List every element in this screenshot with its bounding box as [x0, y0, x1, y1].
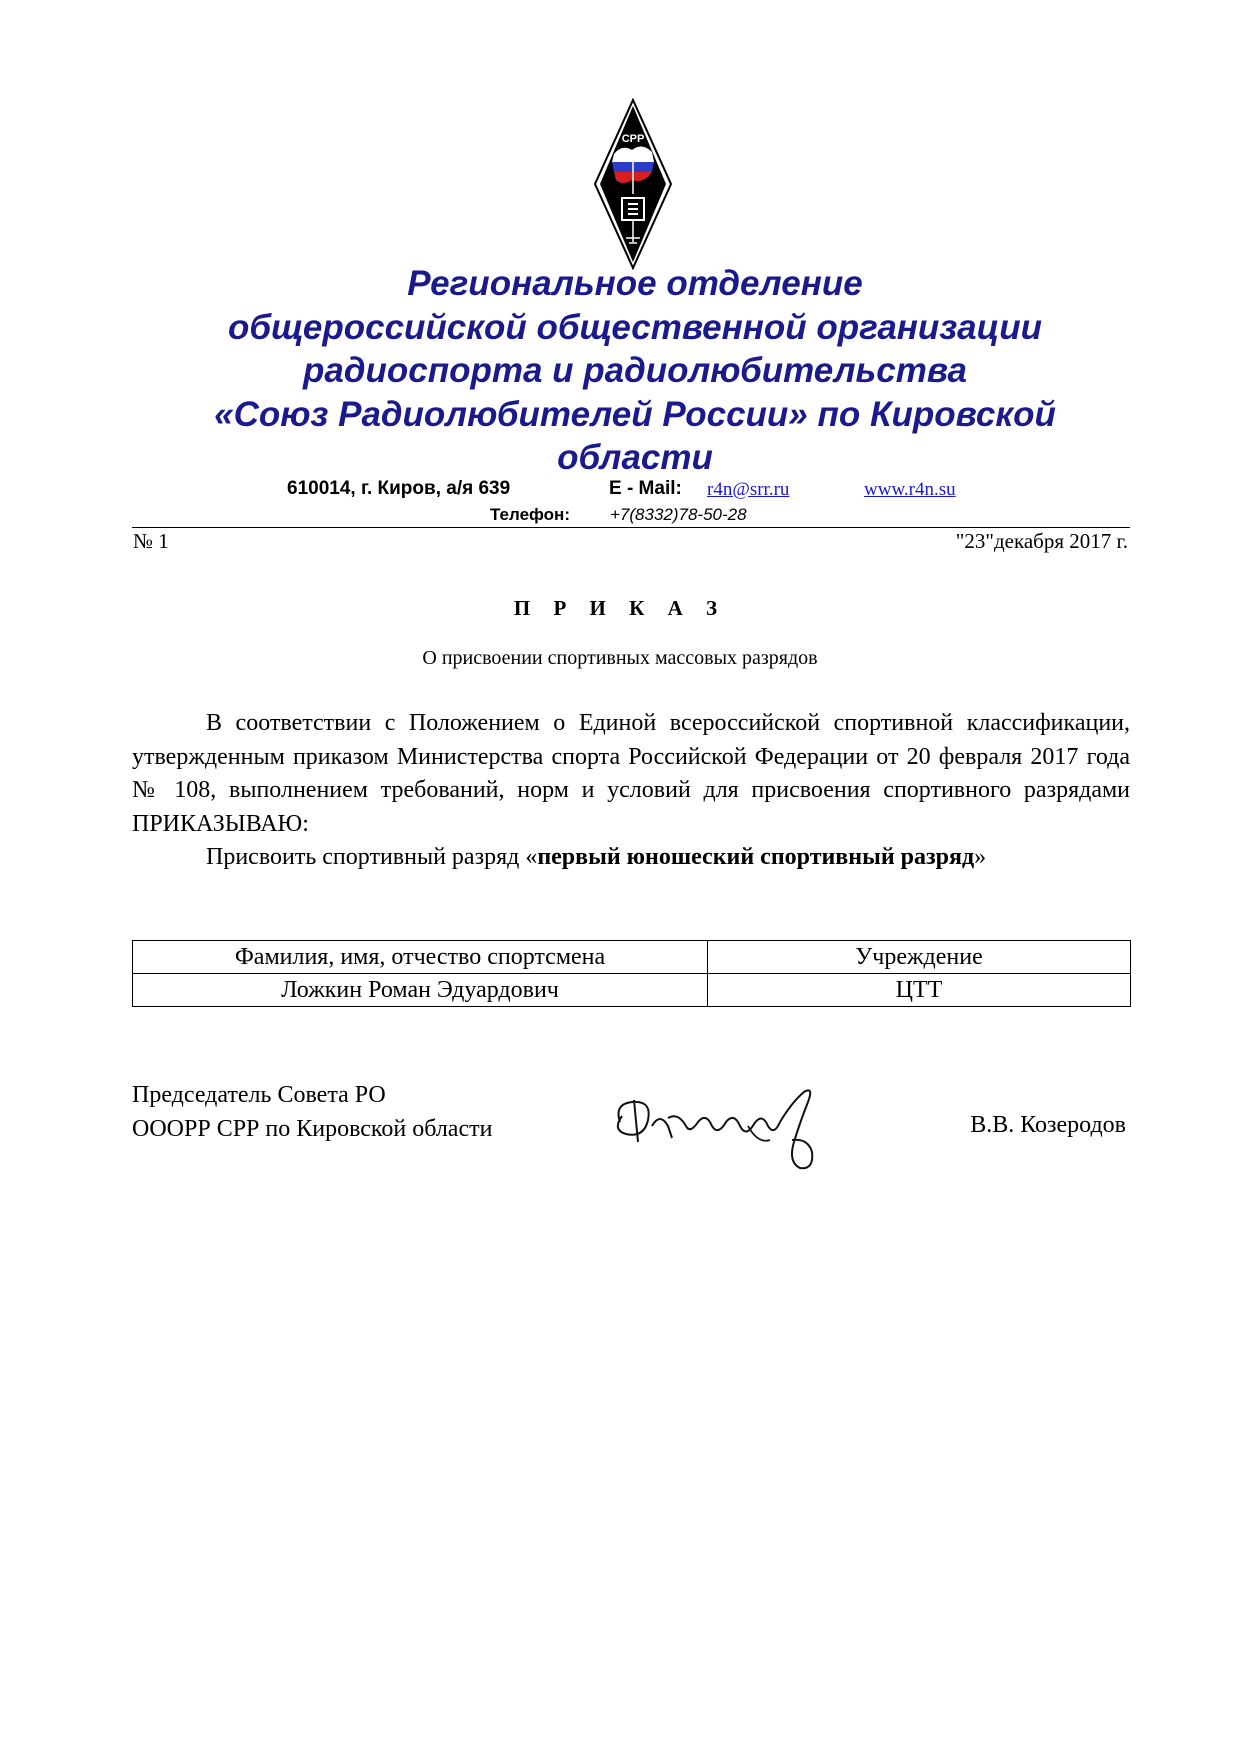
document-date: "23"декабря 2017 г. — [955, 529, 1128, 553]
organization-name — [130, 262, 1140, 480]
signatory-name: В.В. Козеродов — [970, 1112, 1126, 1138]
position-line: Председатель Совета РО — [132, 1082, 386, 1108]
signatory-position — [132, 1078, 492, 1146]
organization-logo — [592, 98, 674, 270]
document-number: № 1 — [133, 529, 169, 553]
website-link[interactable]: www.r4n.su — [864, 479, 956, 500]
order-title: П Р И К А З — [513, 596, 727, 620]
table-header-cell: Учреждение — [708, 941, 1131, 974]
handwritten-signature — [608, 1082, 848, 1180]
table-cell: ЦТТ — [708, 974, 1131, 1007]
athletes-table — [132, 940, 1131, 1007]
org-name-line: общероссийской общественной организации — [227, 307, 1043, 347]
order-subject: О присвоении спортивных массовых разрядов — [422, 647, 818, 669]
email-link[interactable]: r4n@srr.ru — [707, 479, 790, 500]
rank-name: первый юношеский спортивный разряд — [537, 844, 975, 870]
header-divider — [132, 527, 1130, 528]
phone-label: Телефон: — [490, 505, 570, 524]
paragraph-suffix: » — [974, 844, 987, 870]
table-header-cell: Фамилия, имя, отчество спортсмена — [133, 941, 708, 974]
order-paragraph: В соответствии с Положением о Единой всероссийской спортивной классификации, утвержденным приказом Министерства спорта Российской Федерации от 20 февраля 2017 года № 108, выполнением требований, норм и условий для присвоения спортивного разрядами ПРИКАЗЫВАЮ: — [132, 710, 1130, 837]
table-row — [133, 974, 1131, 1007]
org-name-line: Региональное отделение — [407, 264, 863, 303]
phone-number: +7(8332)78-50-28 — [610, 505, 747, 524]
order-paragraph — [132, 841, 1130, 875]
order-body — [132, 707, 1130, 875]
postal-address: 610014, г. Киров, а/я 639 — [287, 478, 511, 499]
paragraph-prefix: Присвоить спортивный разряд « — [206, 844, 538, 870]
org-name-line: «Союз Радиолюбителей России» по Кировской — [214, 394, 1056, 434]
table-header-row — [133, 941, 1131, 974]
logo-text: СРР — [621, 133, 645, 145]
org-name-line: области — [557, 438, 713, 477]
table-cell: Ложкин Роман Эдуардович — [133, 974, 708, 1007]
email-label: E - Mail: — [609, 478, 682, 499]
position-line: ОООРР СРР по Кировской области — [132, 1116, 493, 1142]
org-name-line: радиоспорта и радиолюбительства — [303, 351, 967, 390]
